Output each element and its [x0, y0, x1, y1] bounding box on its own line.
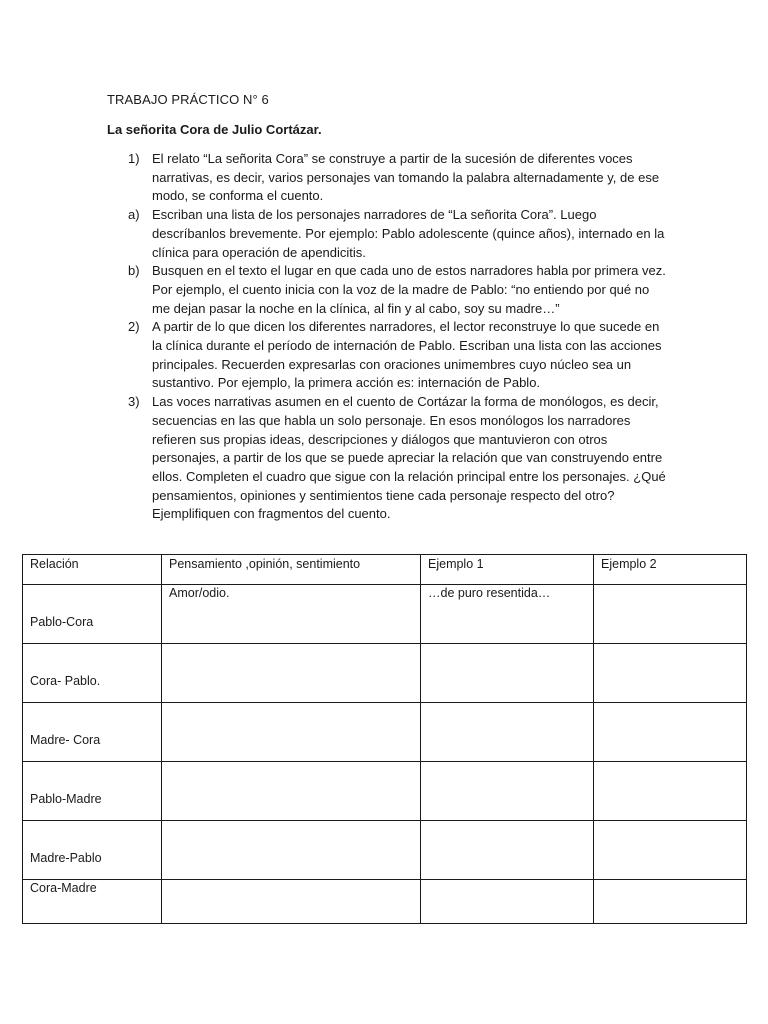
- table-header-row: [23, 555, 747, 585]
- example-1-cell[interactable]: …de puro resentida…: [421, 585, 594, 644]
- header-relation: Relación: [23, 555, 162, 585]
- item-marker: 2): [128, 319, 140, 335]
- story-title: La señorita Cora de Julio Cortázar.: [107, 122, 322, 137]
- header-example-1: Ejemplo 1: [421, 555, 594, 585]
- thought-cell[interactable]: [162, 703, 421, 762]
- relation-cell: Pablo-Cora: [23, 585, 162, 644]
- thought-cell[interactable]: [162, 644, 421, 703]
- item-text: Las voces narrativas asumen en el cuento de Cortázar la forma de monólogos, es decir, secuencias en las que habla un solo personaje. En esos monólogos los narradores refieren sus propias ideas, descripciones y diálogos que mantuvieron con otros personajes, a partir de los que se puede apreciar la relación que van construyendo entre ellos. Completen el cuadro que sigue con la relación principal entre los personajes. ¿Qué pensamientos, opiniones y sentimientos tiene cada personaje respecto del otro? Ejemplifiquen con fragmentos del cuento.: [152, 394, 666, 522]
- instruction-list: [107, 150, 667, 524]
- assignment-heading: TRABAJO PRÁCTICO N° 6: [107, 92, 269, 107]
- example-1-cell[interactable]: [421, 821, 594, 880]
- item-marker: a): [128, 207, 140, 223]
- example-2-cell[interactable]: [594, 585, 747, 644]
- table-row: [23, 762, 747, 821]
- item-text: Busquen en el texto el lugar en que cada uno de estos narradores habla por primera vez. Por ejemplo, el cuento inicia con la voz de la madre de Pablo: “no entiendo por qué no me dejan pasar la noche en la clínica, al fin y al cabo, soy su madre…”: [152, 263, 666, 316]
- item-text: El relato “La señorita Cora” se construye a partir de la sucesión de diferentes voces narrativas, es decir, varios personajes van tomando la palabra alternadamente y, de ese modo, se conforma el cuento.: [152, 151, 660, 204]
- thought-cell[interactable]: [162, 880, 421, 924]
- table-row: [23, 821, 747, 880]
- list-item: [107, 393, 667, 524]
- relation-cell: Pablo-Madre: [23, 762, 162, 821]
- relations-table: [22, 554, 747, 924]
- table-row: [23, 644, 747, 703]
- example-2-cell[interactable]: [594, 821, 747, 880]
- example-2-cell[interactable]: [594, 703, 747, 762]
- relation-cell: Madre- Cora: [23, 703, 162, 762]
- list-item: [107, 206, 667, 262]
- item-text: A partir de lo que dicen los diferentes narradores, el lector reconstruye lo que sucede en la clínica durante el período de internación de Pablo. Escriban una lista con las acciones principales. Recuerden expresarlas con oraciones unimembres cuyo núcleo sea un sustantivo. Por ejemplo, la primera acción es: internación de Pablo.: [152, 319, 662, 391]
- example-2-cell[interactable]: [594, 762, 747, 821]
- item-marker: b): [128, 263, 140, 279]
- list-item: [107, 262, 667, 318]
- thought-cell[interactable]: [162, 821, 421, 880]
- example-1-cell[interactable]: [421, 880, 594, 924]
- example-1-cell[interactable]: [421, 644, 594, 703]
- item-marker: 1): [128, 151, 140, 166]
- thought-cell[interactable]: [162, 762, 421, 821]
- relation-cell: Cora- Pablo.: [23, 644, 162, 703]
- header-example-2: Ejemplo 2: [594, 555, 747, 585]
- header-thought: Pensamiento ,opinión, sentimiento: [162, 555, 421, 585]
- item-text: Escriban una lista de los personajes narradores de “La señorita Cora”. Luego descríbanlos brevemente. Por ejemplo: Pablo adolescente (quince años), internado en la clínica para operación de apendicitis.: [152, 207, 665, 260]
- item-marker: 3): [128, 394, 140, 410]
- example-2-cell[interactable]: [594, 880, 747, 924]
- example-2-cell[interactable]: [594, 644, 747, 703]
- example-1-cell[interactable]: [421, 762, 594, 821]
- relation-cell: Cora-Madre: [23, 880, 162, 924]
- table-row: [23, 703, 747, 762]
- relation-cell: Madre-Pablo: [23, 821, 162, 880]
- list-item: [107, 150, 667, 206]
- list-item: [107, 318, 667, 393]
- example-1-cell[interactable]: [421, 703, 594, 762]
- thought-cell[interactable]: Amor/odio.: [162, 585, 421, 644]
- table-row: [23, 585, 747, 644]
- table-row: [23, 880, 747, 924]
